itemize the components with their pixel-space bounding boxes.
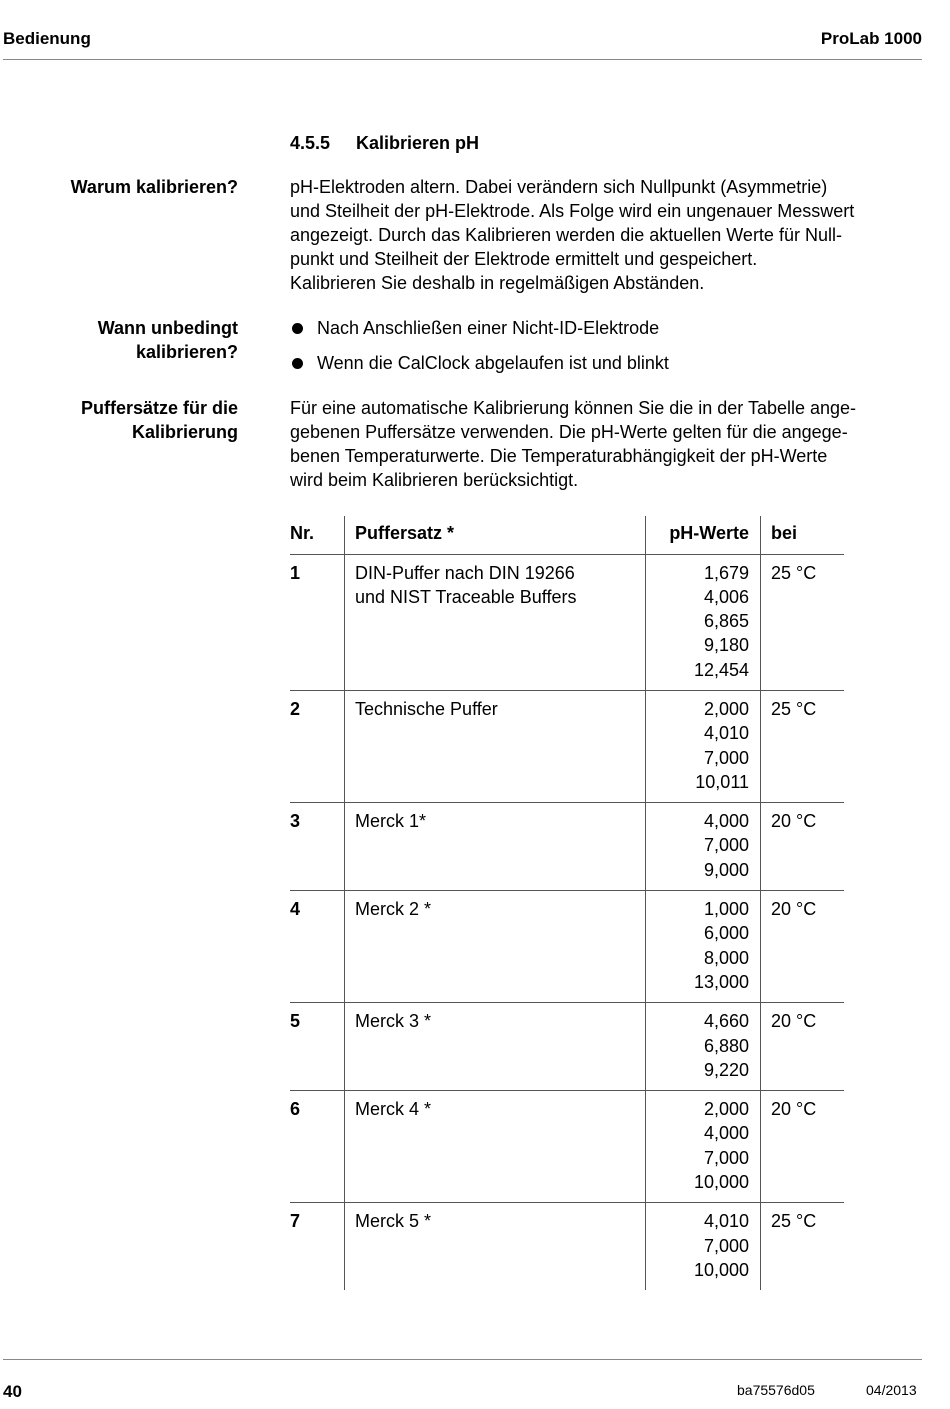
cell-ph-line: 7,000 <box>703 1147 749 1168</box>
why-line: angezeigt. Durch das Kalibrieren werden die aktuellen Werte für Null- <box>290 225 842 245</box>
cell-ph-line: 9,000 <box>703 859 749 880</box>
when-label <box>8 316 238 364</box>
cell-name <box>345 803 646 891</box>
table-row <box>290 1091 844 1203</box>
cell-ph <box>646 1003 761 1091</box>
buffers-line: benen Temperaturwerte. Die Temperaturabhängigkeit der pH-Werte <box>290 446 828 466</box>
cell-ph-line: 4,010 <box>703 1211 749 1232</box>
header-chapter: Bedienung <box>3 29 91 48</box>
cell-nr: 4 <box>290 891 345 1003</box>
buffers-label <box>8 396 238 444</box>
cell-name-line: Merck 5 * <box>355 1211 432 1232</box>
table-row <box>290 1003 844 1091</box>
cell-ph-line: 7,000 <box>703 747 749 768</box>
cell-ph-line: 8,000 <box>703 947 749 968</box>
why-line: Kalibrieren Sie deshalb in regelmäßigen Abständen. <box>290 273 705 293</box>
cell-ph-line: 10,011 <box>695 771 749 792</box>
cell-name-line: Technische Puffer <box>355 698 498 719</box>
buffers-line: gebenen Puffersätze verwenden. Die pH-Werte gelten für die angege- <box>290 422 848 442</box>
cell-name <box>345 1091 646 1203</box>
cell-ph <box>646 1091 761 1203</box>
table-row <box>290 803 844 891</box>
table-row <box>290 1203 844 1290</box>
cell-bei: 20 °C <box>761 803 845 891</box>
cell-ph-line: 4,010 <box>703 723 749 744</box>
cell-ph-line: 9,180 <box>703 635 749 656</box>
col-header-bei: bei <box>761 516 845 554</box>
cell-ph-line: 4,660 <box>703 1011 749 1032</box>
when-label-line: Wann unbedingt <box>97 318 238 338</box>
cell-nr: 1 <box>290 554 345 690</box>
cell-ph-line: 2,000 <box>703 1099 749 1120</box>
cell-ph-line: 4,006 <box>703 586 749 607</box>
cell-name-line: Merck 1* <box>355 811 427 832</box>
cell-name <box>345 1003 646 1091</box>
cell-ph-line: 7,000 <box>703 835 749 856</box>
cell-name-line: Merck 2 * <box>355 899 432 920</box>
why-line: pH-Elektroden altern. Dabei verändern sich Nullpunkt (Asymmetrie) <box>290 177 828 197</box>
cell-bei: 25 °C <box>761 1203 845 1290</box>
page-number: 40 <box>3 1382 22 1401</box>
col-header-ph: pH-Werte <box>646 516 761 554</box>
header-product: ProLab 1000 <box>820 29 922 48</box>
cell-name <box>345 891 646 1003</box>
cell-name-line: Merck 4 * <box>355 1099 432 1120</box>
buffers-label-line: Puffersätze für die <box>80 398 238 418</box>
buffers-paragraph <box>290 396 926 492</box>
section-heading <box>290 133 479 154</box>
table-row <box>290 690 844 802</box>
when-label-line: kalibrieren? <box>135 342 238 362</box>
section-title: Kalibrieren pH <box>356 133 480 153</box>
col-header-nr: Nr. <box>290 516 345 554</box>
cell-ph-line: 4,000 <box>703 811 749 832</box>
table-row <box>290 554 844 690</box>
cell-ph <box>646 690 761 802</box>
cell-ph-line: 9,220 <box>703 1059 749 1080</box>
cell-ph-line: 6,880 <box>703 1035 749 1056</box>
cell-bei: 25 °C <box>761 690 845 802</box>
footer-rule <box>3 1359 922 1360</box>
bullet-dot-icon <box>292 323 303 334</box>
document-id: ba75576d05 <box>737 1382 815 1398</box>
cell-name-line: DIN-Puffer nach DIN 19266 <box>355 562 575 583</box>
cell-ph-line: 7,000 <box>703 1235 749 1256</box>
cell-ph-line: 1,679 <box>703 562 749 583</box>
cell-ph-line: 10,000 <box>693 1172 749 1193</box>
cell-nr: 2 <box>290 690 345 802</box>
bullet-text: Wenn die CalClock abgelaufen ist und blinkt <box>317 353 669 373</box>
section-number: 4.5.5 <box>290 133 331 153</box>
cell-ph-line: 6,000 <box>703 923 749 944</box>
bullet-text: Nach Anschließen einer Nicht-ID-Elektrode <box>317 318 660 338</box>
cell-bei: 25 °C <box>761 554 845 690</box>
buffers-line: Für eine automatische Kalibrierung können Sie die in der Tabelle ange- <box>290 398 857 418</box>
list-item <box>290 351 669 386</box>
col-header-name: Puffersatz * <box>345 516 646 554</box>
cell-name <box>345 1203 646 1290</box>
list-item <box>290 316 669 351</box>
cell-bei: 20 °C <box>761 891 845 1003</box>
cell-ph <box>646 891 761 1003</box>
buffer-table <box>290 516 844 1290</box>
cell-ph-line: 6,865 <box>703 611 749 632</box>
cell-ph <box>646 554 761 690</box>
cell-ph-line: 4,000 <box>703 1123 749 1144</box>
table-body <box>290 554 844 1290</box>
why-label: Warum kalibrieren? <box>70 177 238 197</box>
cell-ph-line: 1,000 <box>703 899 749 920</box>
cell-bei: 20 °C <box>761 1003 845 1091</box>
cell-ph <box>646 803 761 891</box>
cell-name <box>345 690 646 802</box>
why-paragraph <box>290 175 926 295</box>
why-line: und Steilheit der pH-Elektrode. Als Folge wird ein ungenauer Messwert <box>290 201 855 221</box>
cell-name <box>345 554 646 690</box>
buffers-line: wird beim Kalibrieren berücksichtigt. <box>290 470 579 490</box>
table-row <box>290 891 844 1003</box>
cell-nr: 6 <box>290 1091 345 1203</box>
cell-ph <box>646 1203 761 1290</box>
cell-name-line: Merck 3 * <box>355 1011 432 1032</box>
cell-nr: 7 <box>290 1211 301 1232</box>
cell-name-line: und NIST Traceable Buffers <box>355 586 577 607</box>
bullet-dot-icon <box>292 358 303 369</box>
cell-nr: 3 <box>290 803 345 891</box>
document-date: 04/2013 <box>866 1382 917 1398</box>
cell-ph-line: 10,000 <box>693 1259 749 1280</box>
cell-ph-line: 2,000 <box>703 698 749 719</box>
why-line: punkt und Steilheit der Elektrode ermittelt und gespeichert. <box>290 249 758 269</box>
cell-ph-line: 12,454 <box>693 659 749 680</box>
cell-ph-line: 13,000 <box>693 971 749 992</box>
buffers-label-line: Kalibrierung <box>131 422 238 442</box>
header-rule <box>3 59 922 60</box>
cell-bei: 20 °C <box>761 1091 845 1203</box>
table-header-row <box>290 516 844 554</box>
cell-nr: 5 <box>290 1003 345 1091</box>
when-bullet-list <box>290 316 669 386</box>
